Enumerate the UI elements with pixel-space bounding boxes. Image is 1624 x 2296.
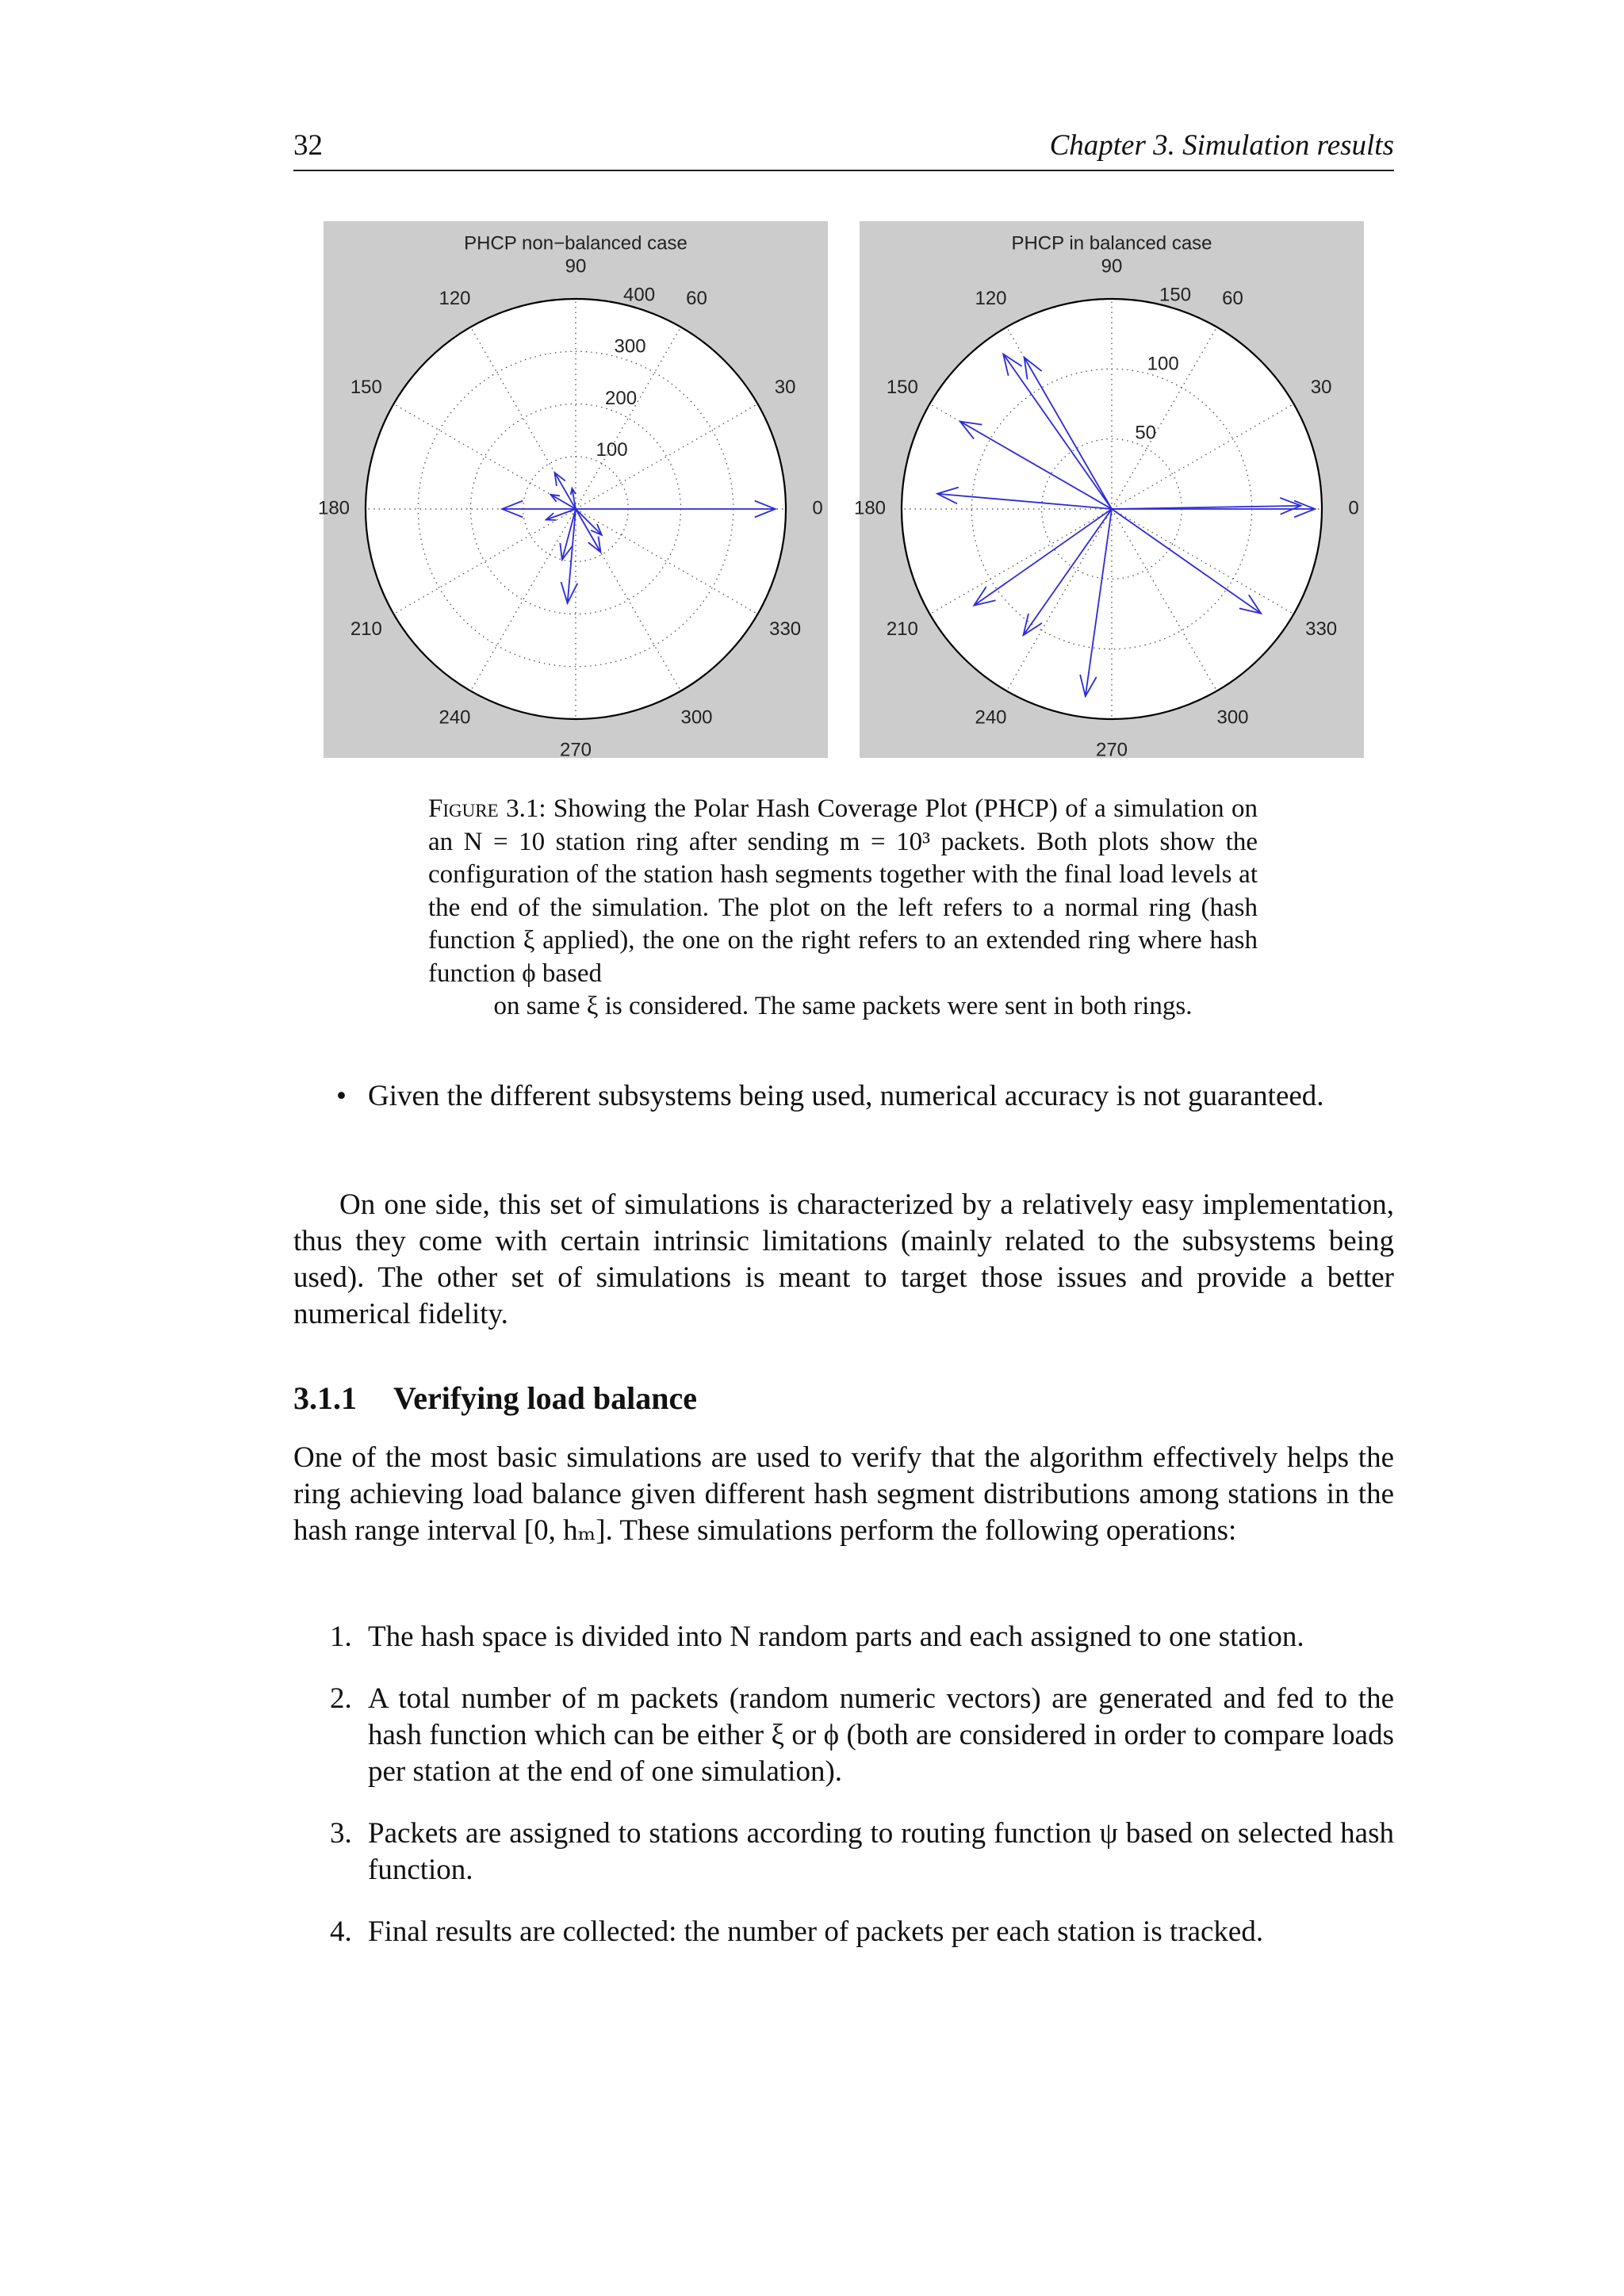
list-item	[293, 1816, 1394, 1888]
section-heading	[293, 1380, 697, 1417]
angle-tick-label: 330	[1305, 618, 1338, 640]
angle-tick-label: 210	[350, 618, 382, 640]
paragraph: One of the most basic simulations are used to verify that the algorithm effectively helps the ring achieving load balance given different hash segment distributions among stations in the hash range interval [0, hₘ]. These simulations perform the following operations:	[293, 1441, 1394, 1547]
figure-caption	[428, 793, 1258, 1024]
list-item-text: Packets are assigned to stations according to routing function ψ based on selected hash function.	[368, 1817, 1394, 1886]
angle-tick-label: 270	[1095, 739, 1128, 761]
list-item-text: A total number of m packets (random numeric vectors) are generated and fed to the hash function which can be either ξ or ϕ (both are considered in order to compare loads per station at the end of one simulation).	[368, 1682, 1394, 1788]
caption-number: 3.1:	[506, 794, 546, 823]
angle-tick-label: 120	[439, 288, 471, 310]
angle-tick-label: 30	[774, 376, 796, 398]
polar-plot-left	[317, 221, 828, 761]
angle-tick-label: 300	[1216, 706, 1249, 729]
angle-tick-label: 270	[559, 739, 592, 761]
radial-tick-label: 150	[1159, 284, 1192, 306]
chapter-title: Chapter 3. Simulation results	[1049, 129, 1394, 162]
angle-tick-label: 180	[317, 497, 350, 519]
polar-plot-right	[853, 221, 1364, 761]
figure	[317, 221, 1364, 761]
angle-tick-label: 0	[1348, 497, 1359, 519]
angle-tick-label: 60	[1222, 288, 1243, 310]
bullet-text: Given the different subsystems being used, numerical accuracy is not guaranteed.	[368, 1080, 1324, 1112]
radial-tick-label: 300	[614, 335, 646, 358]
angle-tick-label: 180	[853, 497, 887, 519]
numbered-list	[293, 1619, 1394, 1976]
list-item-text: The hash space is divided into N random parts and each assigned to one station.	[368, 1621, 1304, 1653]
list-item-text: Final results are collected: the number of packets per each station is tracked.	[368, 1915, 1264, 1948]
list-item-number: 4.	[330, 1915, 352, 1948]
bullet-marker: •	[336, 1080, 347, 1112]
list-item	[293, 1619, 1394, 1655]
list-item-number: 2.	[330, 1682, 352, 1715]
angle-tick-label: 60	[686, 288, 707, 310]
chart-title: PHCP in balanced case	[1011, 232, 1212, 254]
list-item-number: 3.	[330, 1817, 352, 1850]
list-item-number: 1.	[330, 1621, 352, 1653]
radial-tick-label: 100	[596, 439, 628, 461]
list-item	[293, 1681, 1394, 1790]
bullet-item	[293, 1078, 1394, 1115]
page-number: 32	[293, 129, 323, 162]
angle-tick-label: 240	[439, 706, 471, 729]
radial-tick-label: 100	[1147, 353, 1179, 375]
caption-label: Figure	[428, 794, 499, 823]
angle-tick-label: 90	[1101, 255, 1123, 277]
radial-tick-label: 200	[605, 387, 638, 409]
angle-tick-label: 90	[565, 255, 587, 277]
caption-text: Showing the Polar Hash Coverage Plot (PHCP) of a simulation on an N = 10 station ring after sending m = 10³ packets. Both plots show the configuration of the station hash segments together with the final load levels at the end of the simulation. The plot on the left refers to a normal ring (hash function ξ applied), the one on the right refers to an extended ring where hash function ϕ based	[428, 794, 1258, 988]
angle-tick-label: 300	[680, 706, 713, 729]
caption-text-last: on same ξ is considered. The same packets were sent in both rings.	[493, 992, 1193, 1020]
running-head	[293, 125, 1394, 171]
angle-tick-label: 330	[769, 618, 802, 640]
angle-tick-label: 120	[975, 288, 1007, 310]
angle-tick-label: 210	[886, 618, 918, 640]
angle-tick-label: 150	[350, 376, 382, 398]
radial-tick-label: 400	[623, 284, 656, 306]
section-title: Verifying load balance	[393, 1380, 697, 1416]
angle-tick-label: 240	[975, 706, 1007, 729]
angle-tick-label: 0	[812, 497, 823, 519]
radial-tick-label: 50	[1135, 422, 1157, 444]
polar-chart-right	[853, 221, 1364, 761]
paragraph: On one side, this set of simulations is characterized by a relatively easy implementation, thus they come with certain intrinsic limitations (mainly related to the subsystems being used). The other set of simulations is meant to target those issues and provide a better numerical fidelity.	[293, 1188, 1394, 1330]
chart-title: PHCP non−balanced case	[464, 232, 688, 254]
section-number: 3.1.1	[293, 1380, 357, 1416]
list-item	[293, 1914, 1394, 1950]
polar-chart-left	[317, 221, 828, 761]
angle-tick-label: 30	[1310, 376, 1332, 398]
angle-tick-label: 150	[886, 376, 918, 398]
